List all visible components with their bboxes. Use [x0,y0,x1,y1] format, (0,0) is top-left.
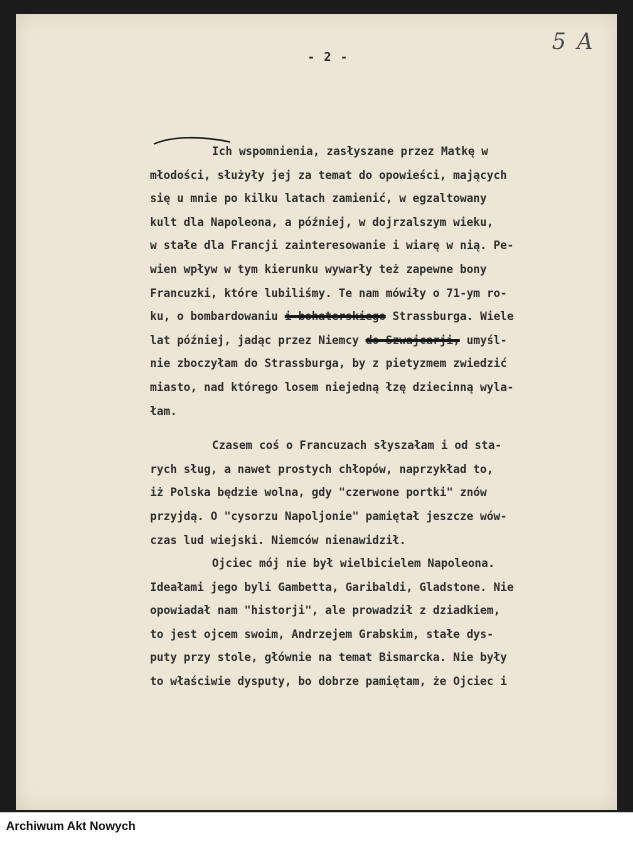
text-line: Francuzki, które lubiliśmy. Te nam mówiły o 71-ym ro- [150,286,507,300]
text-line: rych sług, a nawet prostych chłopów, naprzykład to, [150,462,494,476]
text-line: czas lud wiejski. Niemców nienawidził. [150,533,406,547]
text-line: kult dla Napoleona, a później, w dojrzalszym wieku, [150,215,494,229]
text-line: to właściwie dysputy, bo dobrze pamiętam, że Ojciec i [150,675,507,689]
text-line: łam. [150,404,177,418]
document-page [16,14,617,810]
text-line: to jest ojcem swoim, Andrzejem Grabskim, stałe dys- [150,627,494,641]
text-line: Ideałami jego byli Gambetta, Garibaldi, Gladstone. Nie [150,580,514,594]
struck-text: i bohaterskiego [284,310,386,324]
text-line: iż Polska będzie wolna, gdy "czerwone portki" znów [150,486,487,500]
text-line: Ich wspomnienia, zasłyszane przez Matkę w [212,145,489,158]
archive-footer [0,812,633,841]
text-line: młodości, służyły jej za temat do opowieści, mających [150,168,507,182]
text-line: Czasem coś o Francuzach słyszałam i od sta- [212,439,502,453]
page-number: - 2 - [307,50,349,64]
handwritten-folio-number: 5 A [552,30,595,55]
text-line: puty przy stole, głównie na temat Bismarcka. Nie były [150,651,507,665]
text-fragment: lat później, jadąc przez Niemcy [150,333,359,347]
text-line [150,329,530,353]
text-line: nie zboczyłam do Strassburga, by z pietyzmem zwiedzić [150,357,507,371]
text-line: opowiadał nam "historji", ale prowadził z dziadkiem, [150,604,501,618]
text-fragment: ku, o bombardowaniu [150,310,278,324]
text-line: przyjdą. O "cysorzu Napoljonie" pamiętał jeszcze wów- [150,509,507,523]
text-line: Ojciec mój nie był wielbicielem Napoleona. [212,557,495,571]
document-body [150,140,530,694]
text-fragment: Strassburga. Wiele [392,310,514,324]
text-line: się u mnie po kilku latach zamienić, w egzaltowany [150,192,487,206]
text-line [150,305,530,329]
text-line: miasto, nad którego losem niejedną łzę dziecinną wyla- [150,380,514,394]
text-fragment: umyśl- [466,333,508,347]
text-line: w stałe dla Francji zainteresowanie i wiarę w nią. Pe- [150,239,514,253]
text-line: wien wpływ w tym kierunku wywarły też zapewne bony [150,262,487,276]
struck-text: do Szwajcarji, [365,333,460,347]
archive-label: Archiwum Akt Nowych [6,819,136,833]
